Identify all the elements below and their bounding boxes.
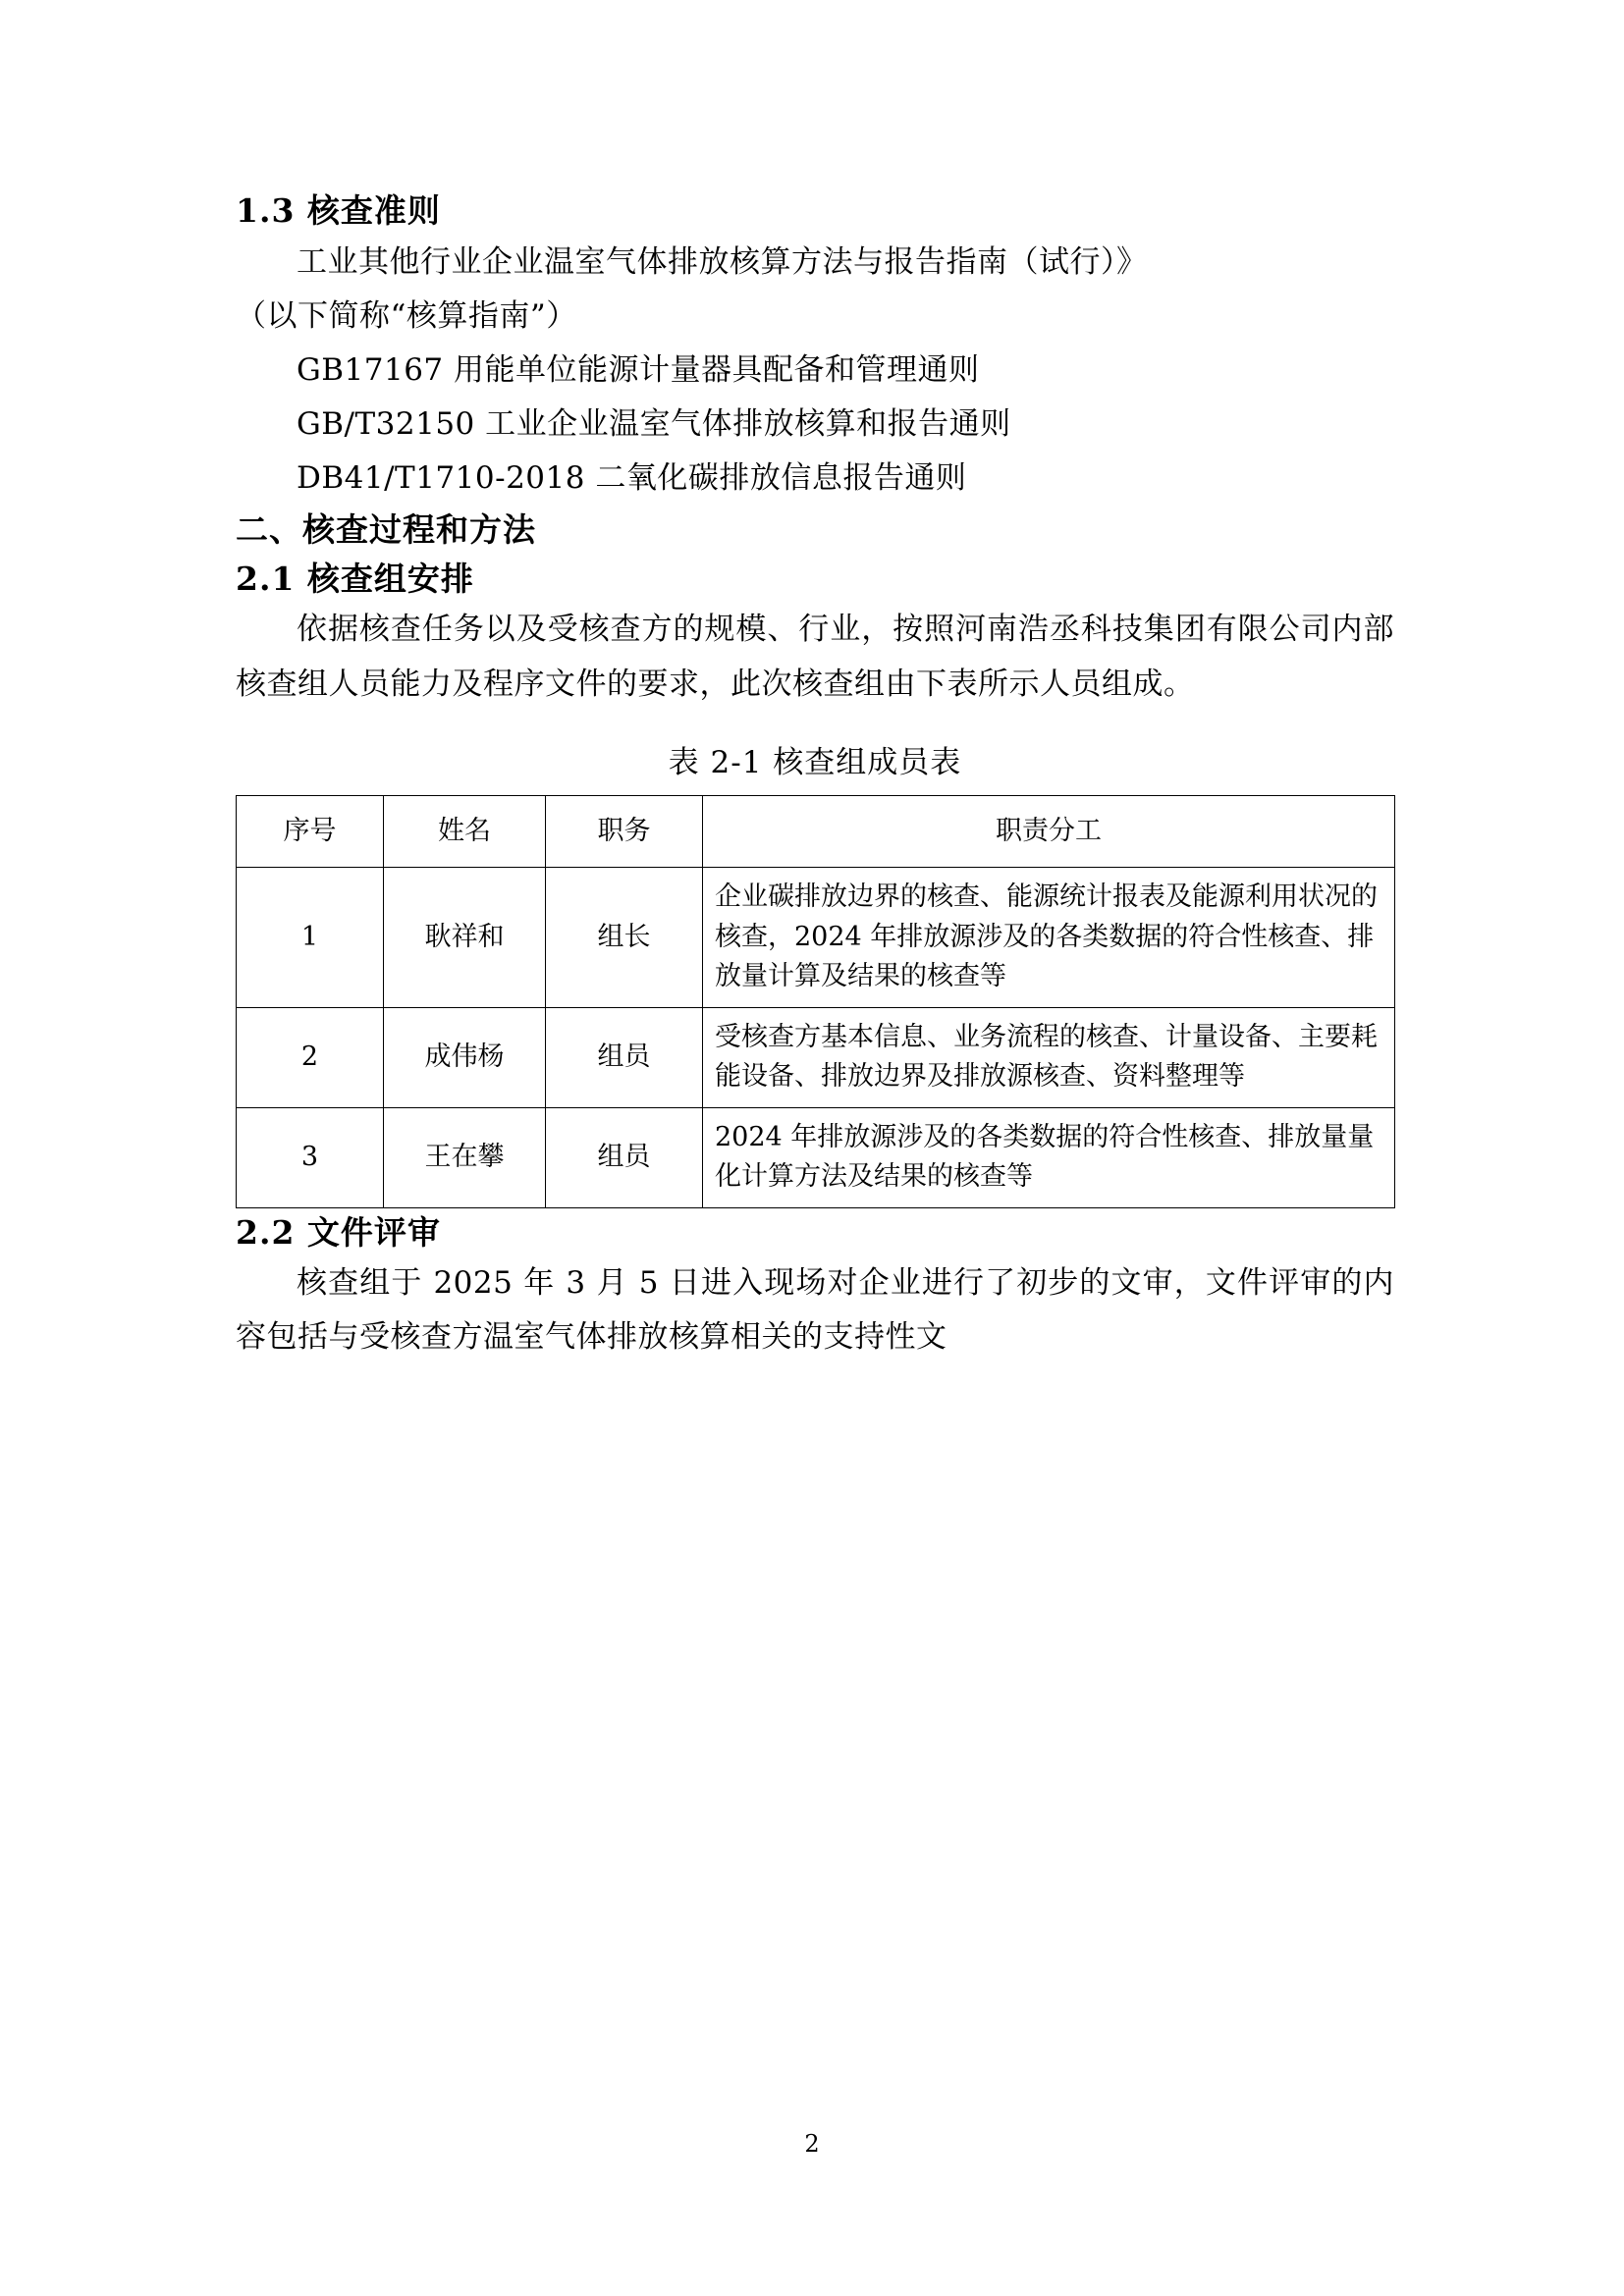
table-header-row	[237, 795, 1395, 868]
paragraph-2-2: 核查组于 2025 年 3 月 5 日进入现场对企业进行了初步的文审，文件评审的内容包括与受核查方温室气体排放核算相关的支持性文	[236, 1265, 1394, 1356]
cell-name: 成伟杨	[384, 1007, 546, 1107]
criteria-line-4: GB/T32150 工业企业温室气体排放核算和报告通则	[297, 406, 1011, 443]
criteria-line-5: DB41/T1710-2018 二氧化碳排放信息报告通则	[297, 460, 967, 497]
cell-name: 王在攀	[384, 1107, 546, 1207]
cell-duty: 企业碳排放边界的核查、能源统计报表及能源利用状况的核查，2024 年排放源涉及的各类数据的符合性核查、排放量计算及结果的核查等	[703, 868, 1395, 1008]
table-caption: 表 2-1 核查组成员表	[668, 744, 962, 780]
heading-2: 二、核查过程和方法	[236, 510, 536, 550]
header-duty: 职责分工	[703, 795, 1395, 868]
table-row	[237, 1107, 1395, 1207]
criteria-line-1: 工业其他行业企业温室气体排放核算方法与报告指南（试行）》	[297, 243, 1148, 280]
header-num: 序号	[237, 795, 384, 868]
criteria-line-2: （以下简称“核算指南”）	[236, 297, 577, 334]
criteria-line-3: GB17167 用能单位能源计量器具配备和管理通则	[297, 351, 980, 388]
cell-name: 耿祥和	[384, 868, 546, 1008]
heading-2-2: 2.2 文件评审	[236, 1212, 441, 1252]
cell-duty: 受核查方基本信息、业务流程的核查、计量设备、主要耗能设备、排放边界及排放源核查、资料整理等	[703, 1007, 1395, 1107]
page-content	[236, 187, 1394, 1365]
header-role: 职务	[546, 795, 703, 868]
header-name: 姓名	[384, 795, 546, 868]
table-row	[237, 868, 1395, 1008]
cell-num: 3	[237, 1107, 384, 1207]
heading-2-1: 2.1 核查组安排	[236, 559, 474, 598]
cell-num: 1	[237, 868, 384, 1008]
table-row	[237, 1007, 1395, 1107]
cell-role: 组长	[546, 868, 703, 1008]
heading-1-3: 1.3 核查准则	[236, 191, 441, 230]
page-number: 2	[804, 2130, 820, 2158]
cell-num: 2	[237, 1007, 384, 1107]
audit-team-table	[236, 795, 1395, 1208]
cell-role: 组员	[546, 1007, 703, 1107]
cell-duty: 2024 年排放源涉及的各类数据的符合性核查、排放量量化计算方法及结果的核查等	[703, 1107, 1395, 1207]
cell-role: 组员	[546, 1107, 703, 1207]
paragraph-2-1: 依据核查任务以及受核查方的规模、行业，按照河南浩丞科技集团有限公司内部核查组人员能力及程序文件的要求，此次核查组由下表所示人员组成。	[236, 612, 1394, 702]
